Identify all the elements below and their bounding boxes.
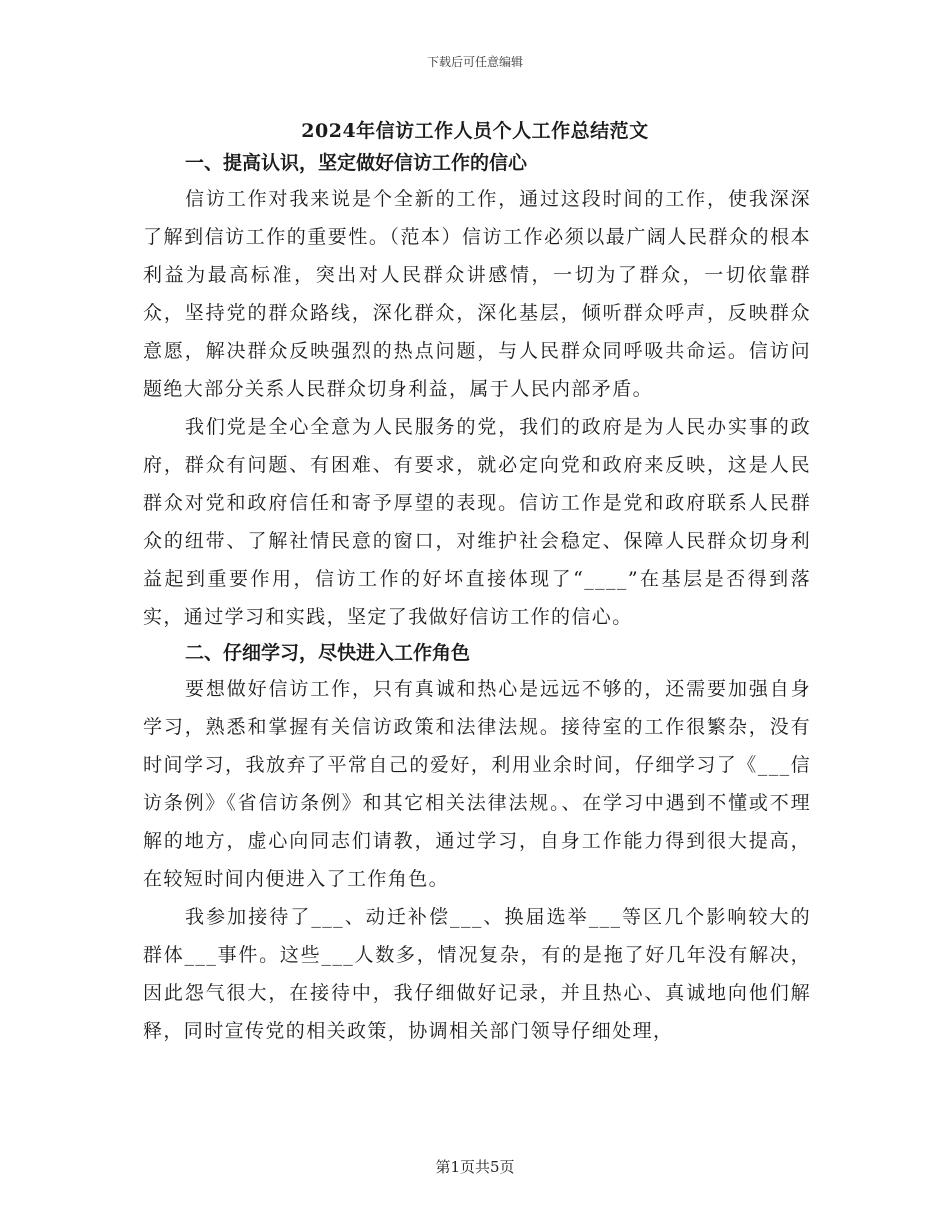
paragraph: 我们党是全心全意为人民服务的党，我们的政府是为人民办实事的政府，群众有问题、有困难、有要求，就必定向党和政府来反映，这是人民群众对党和政府信任和寄予厚望的表现。信访工作是党和政府联系人民群众的纽带、了解社情民意的窗口，对维护社会稳定、保障人民群众切身利益起到重要作用，信访工作的好坏直接体现了“____”在基层是否得到落实，通过学习和实践，坚定了我做好信访工作的信心。 <box>143 416 811 628</box>
section-heading: 一、提高认识，坚定做好信访工作的信心 <box>185 152 528 174</box>
document-title: 2024年信访工作人员个人工作总结范文 <box>301 120 649 142</box>
header-note: 下载后可任意编辑 <box>426 55 523 69</box>
document-body <box>143 146 811 1050</box>
section-heading: 二、仔细学习，尽快进入工作角色 <box>185 642 471 664</box>
paragraph: 要想做好信访工作，只有真诚和热心是远远不够的，还需要加强自身学习，熟悉和掌握有关信访政策和法律法规。接待室的工作很繁杂，没有时间学习，我放弃了平常自己的爱好，利用业余时间，仔细学习了《___信访条例》《省信访条例》和其它相关法律法规。、在学习中遇到不懂或不理解的地方，虚心向同志们请教，通过学习，自身工作能力得到很大提高，在较短时间内便进入了工作角色。 <box>143 678 811 890</box>
paragraph: 我参加接待了___、动迁补偿___、换届选举___等区几个影响较大的群体___事件。这些___人数多，情况复杂，有的是拖了好几年没有解决，因此怨气很大，在接待中，我仔细做好记录，并且热心、真诚地向他们解释，同时宣传党的相关政策，协调相关部门领导仔细处理， <box>143 906 811 1042</box>
page-footer: 第1页共5页 <box>435 1158 515 1176</box>
paragraph: 信访工作对我来说是个全新的工作，通过这段时间的工作，使我深深了解到信访工作的重要性。（范本）信访工作必须以最广阔人民群众的根本利益为最高标准，突出对人民群众讲感情，一切为了群众，一切依靠群众，坚持党的群众路线，深化群众，深化基层，倾听群众呼声，反映群众意愿，解决群众反映强烈的热点问题，与人民群众同呼吸共命运。信访问题绝大部分关系人民群众切身利益，属于人民内部矛盾。 <box>143 188 811 400</box>
